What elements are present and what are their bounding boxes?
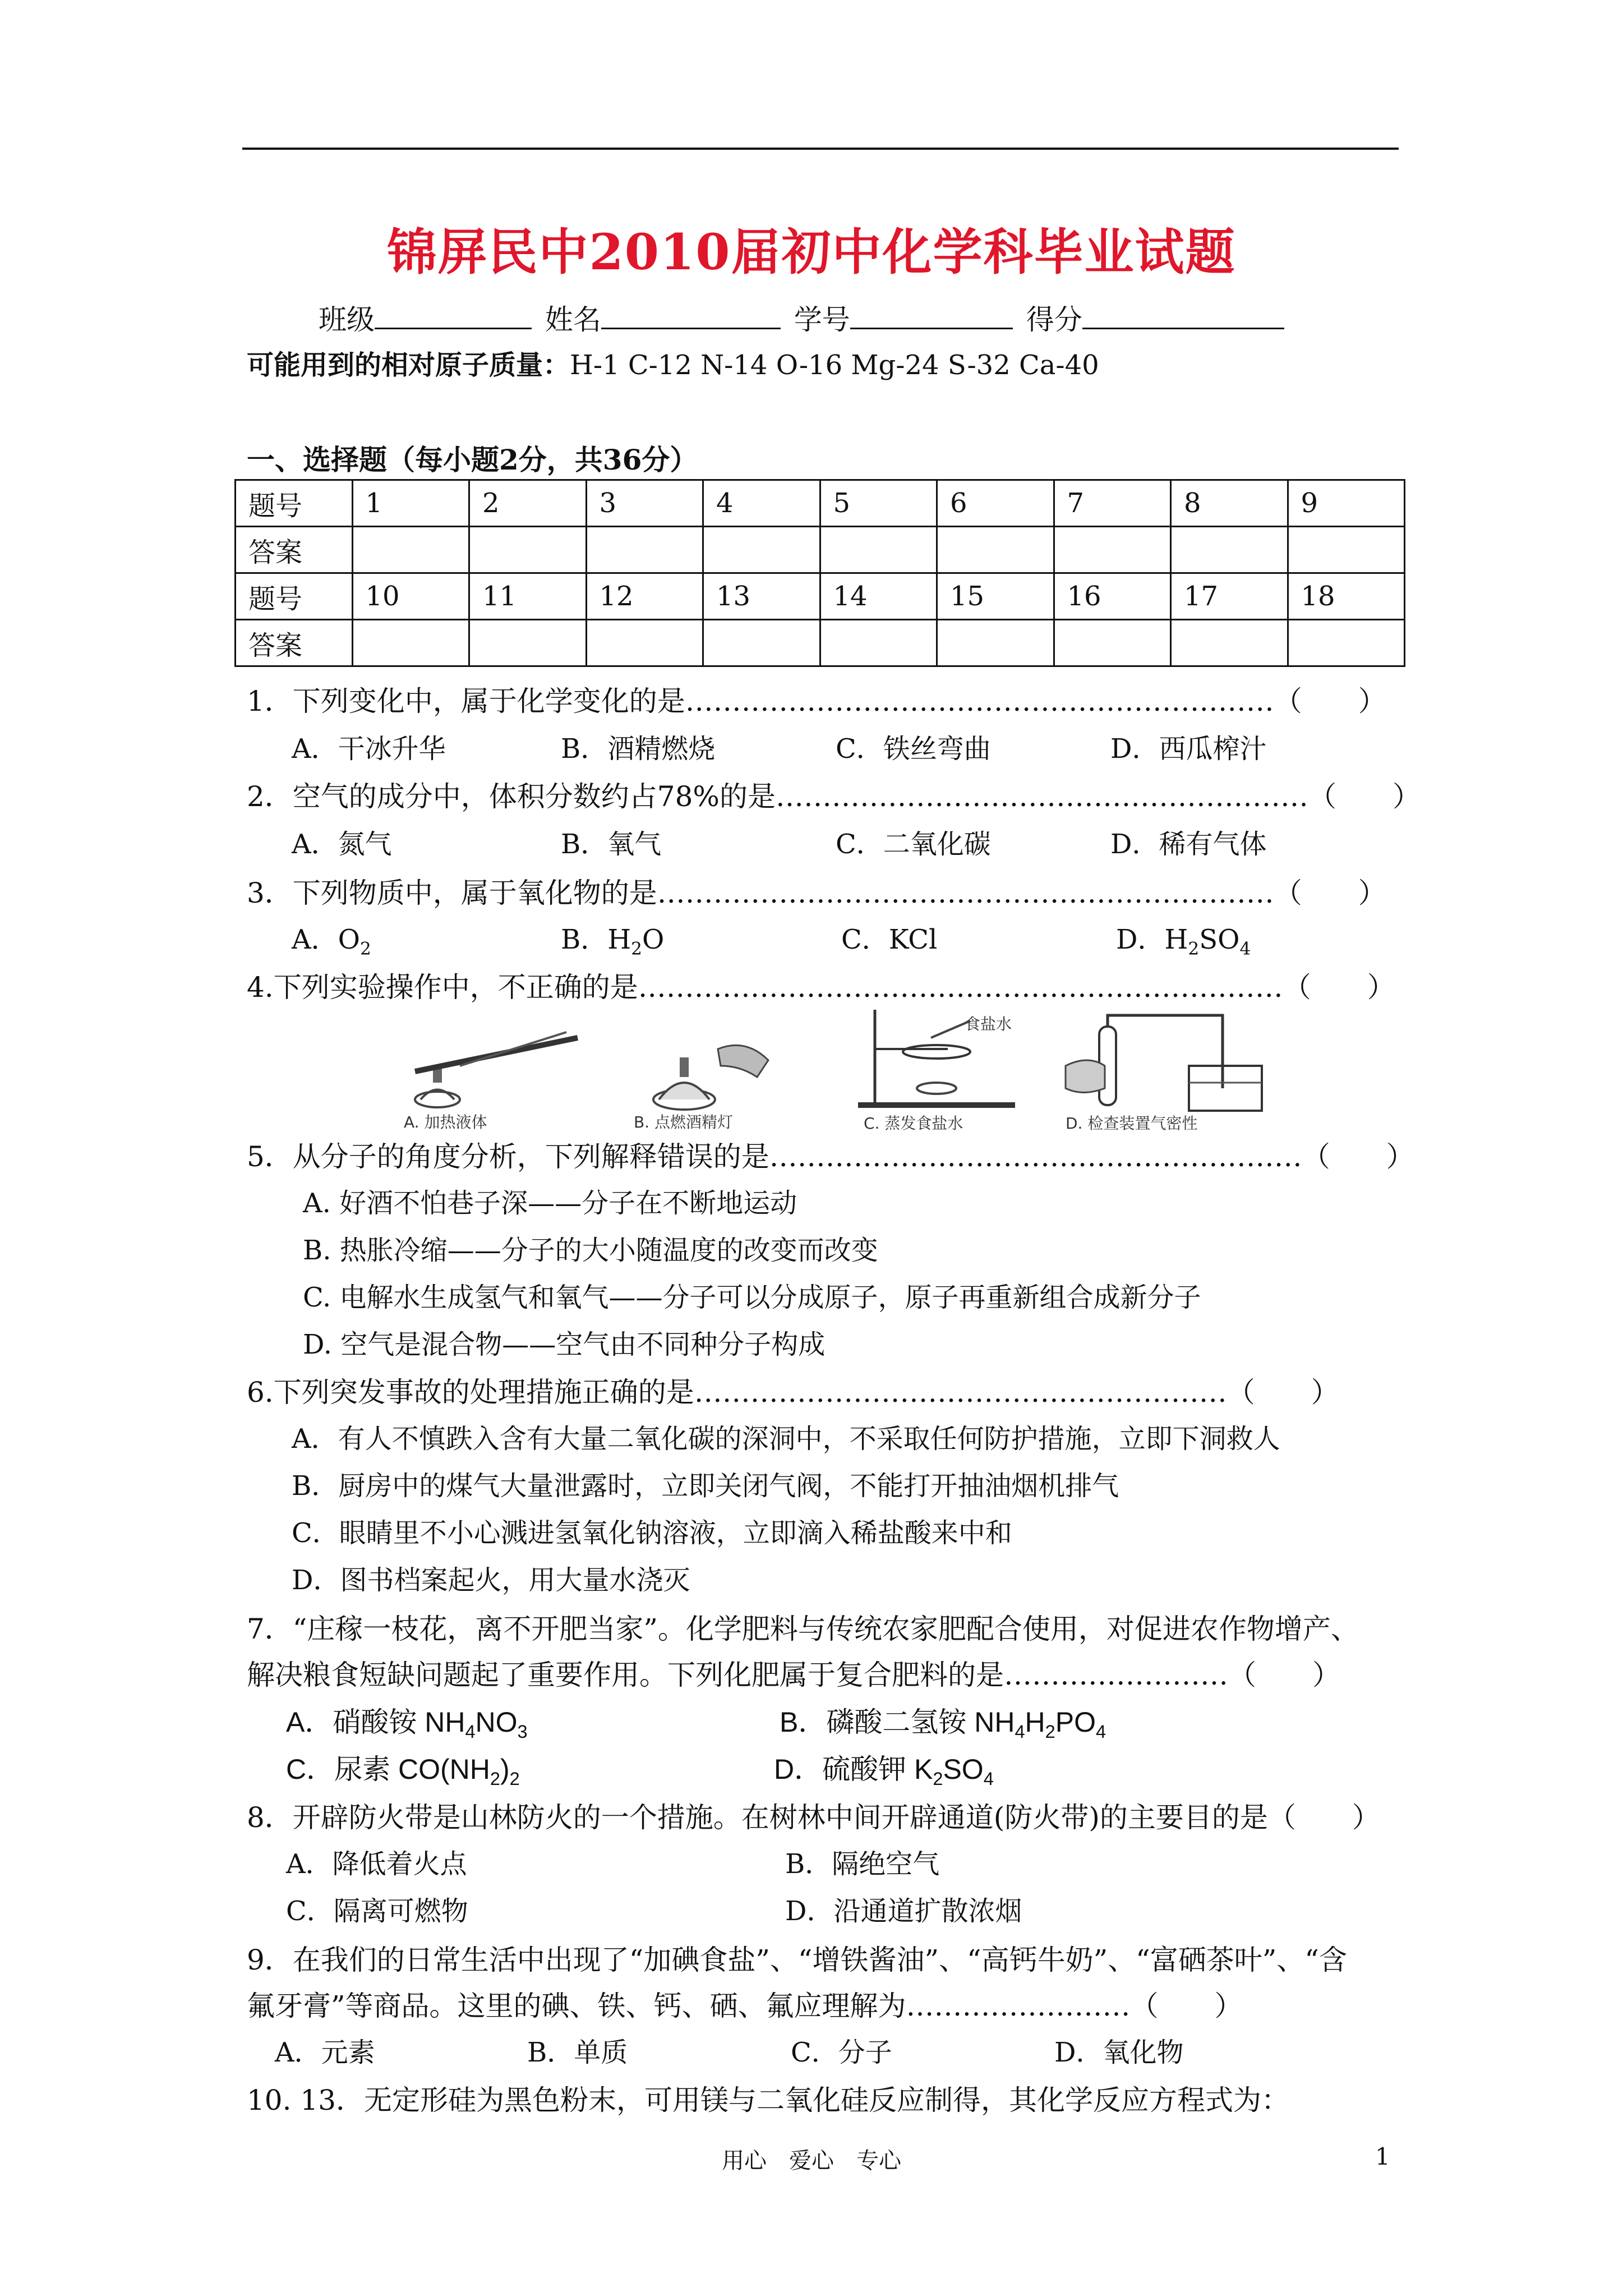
page-number: 1	[1375, 2143, 1390, 2170]
q9-option-b: B．单质	[527, 2037, 628, 2068]
q7-option-b: B．磷酸二氢铵 $NH_4H_2PO_4$	[780, 1706, 1106, 1742]
answer-table	[234, 479, 1405, 667]
q2-option-a: A．氮气	[292, 829, 392, 860]
q8-option-b: B．隔绝空气	[785, 1848, 940, 1880]
question-4: 4.下列实验操作中，不正确的是……………………………………………………………（ ）	[247, 971, 1395, 1004]
answer-cell[interactable]	[1054, 527, 1171, 573]
q3-option-b: B．$H_2O$	[561, 924, 665, 959]
number-blank	[850, 303, 1013, 329]
answer-cell[interactable]	[703, 527, 820, 573]
table-cell: 9	[1288, 480, 1405, 527]
q8-option-d: D．沿通道扩散浓烟	[785, 1895, 1022, 1927]
answer-cell[interactable]	[586, 620, 703, 666]
atomic-masses-values: H-1 C-12 N-14 O-16 Mg-24 S-32 Ca-40	[570, 349, 1099, 381]
table-cell: 12	[586, 573, 703, 620]
q9-option-d: D．氧化物	[1054, 2037, 1184, 2068]
q2-option-c: C．二氧化碳	[836, 829, 991, 860]
q9-option-c: C．分子	[791, 2037, 892, 2068]
answer-cell[interactable]	[1054, 620, 1171, 666]
question-1: 1．下列变化中，属于化学变化的是………………………………………………………（ ）	[247, 685, 1386, 717]
caption-c: C. 蒸发食盐水	[864, 1114, 963, 1133]
table-row	[236, 527, 1405, 573]
answer-cell[interactable]	[469, 527, 587, 573]
table-cell: 10	[352, 573, 469, 620]
answer-cell[interactable]	[820, 620, 937, 666]
name-label: 姓名	[545, 303, 601, 336]
caption-d: D. 检查装置气密性	[1066, 1114, 1198, 1133]
q5-option-a: A. 好酒不怕巷子深——分子在不断地运动	[303, 1188, 797, 1219]
q8-option-c: C．隔离可燃物	[286, 1895, 468, 1927]
q7-option-c: C．尿素 $CO(NH_2)_2$	[286, 1754, 520, 1789]
question-2: 2．空气的成分中，体积分数约占78%的是…………………………………………………（ ）	[247, 780, 1421, 813]
table-cell: 7	[1054, 480, 1171, 527]
answer-cell[interactable]	[586, 527, 703, 573]
q2-option-b: B．氧气	[561, 829, 662, 860]
row-label: 题号	[236, 480, 353, 527]
q6-option-d: D．图书档案起火，用大量水浇灭	[292, 1565, 690, 1596]
number-label: 学号	[794, 303, 850, 336]
page-title: 锦屏民中2010届初中化学科毕业试题	[387, 223, 1236, 281]
q1-option-a: A．干冰升华	[292, 733, 446, 765]
table-cell: 11	[469, 573, 587, 620]
figure-airtightness	[1054, 1004, 1290, 1133]
atomic-masses	[247, 343, 1099, 382]
q1-option-d: D．西瓜榨汁	[1110, 733, 1267, 765]
answer-cell[interactable]	[937, 620, 1054, 666]
q7-option-a: A．硝酸铵 $NH_4NO_3$	[286, 1706, 528, 1742]
student-info-line	[319, 297, 1289, 338]
question-5: 5．从分子的角度分析，下列解释错误的是…………………………………………………（ ）	[247, 1140, 1414, 1173]
question-8: 8．开辟防火带是山林防火的一个措施。在树林中间开辟通道(防火带)的主要目的是（ ）	[247, 1801, 1380, 1834]
q6-option-b: B．厨房中的煤气大量泄露时，立即关闭气阀，不能打开抽油烟机排气	[292, 1470, 1119, 1502]
class-blank	[375, 303, 532, 329]
answer-cell[interactable]	[1171, 620, 1288, 666]
q6-option-c: C．眼睛里不小心溅进氢氧化钠溶液，立即滴入稀盐酸来中和	[292, 1517, 1012, 1549]
caption-b: B. 点燃酒精灯	[634, 1113, 734, 1131]
class-label: 班级	[319, 303, 375, 336]
name-blank	[601, 303, 781, 329]
q5-option-c: C. 电解水生成氢气和氧气——分子可以分成原子，原子再重新组合成新分子	[303, 1282, 1201, 1313]
table-cell: 1	[352, 480, 469, 527]
table-cell: 3	[586, 480, 703, 527]
question-7-line-2: 解决粮食短缺问题起了重要作用。下列化肥属于复合肥料的是……………………（ ）	[247, 1659, 1340, 1691]
q2-option-d: D．稀有气体	[1110, 829, 1267, 860]
q8-option-a: A．降低着火点	[286, 1848, 467, 1880]
answer-cell[interactable]	[352, 620, 469, 666]
answer-cell[interactable]	[820, 527, 937, 573]
row-label: 答案	[236, 527, 353, 573]
question-7-line-1: 7．“庄稼一枝花，离不开肥当家”。化学肥料与传统农家肥配合使用，对促进农作物增产、	[247, 1613, 1359, 1645]
table-row	[236, 573, 1405, 620]
q1-option-c: C．铁丝弯曲	[836, 733, 991, 765]
row-label: 题号	[236, 573, 353, 620]
table-cell: 14	[820, 573, 937, 620]
label-salt-water: 食盐水	[965, 1015, 1012, 1033]
question-6: 6.下列突发事故的处理措施正确的是…………………………………………………（ ）	[247, 1376, 1339, 1409]
question-3: 3．下列物质中，属于氧化物的是…………………………………………………………（ ）	[247, 877, 1386, 909]
table-cell: 18	[1288, 573, 1405, 620]
q3-option-c: C．KCl	[841, 924, 938, 955]
table-cell: 13	[703, 573, 820, 620]
q5-option-d: D. 空气是混合物——空气由不同种分子构成	[303, 1329, 826, 1360]
table-row	[236, 480, 1405, 527]
table-row	[236, 620, 1405, 666]
q3-option-d: D．$H_2SO_4$	[1116, 924, 1251, 959]
answer-cell[interactable]	[469, 620, 587, 666]
section-heading: 一、选择题（每小题2分，共36分）	[247, 443, 698, 476]
figure-heating-liquid	[393, 1027, 594, 1133]
answer-cell[interactable]	[937, 527, 1054, 573]
header-rule	[242, 148, 1399, 150]
q3-option-a: A．$O_2$	[292, 924, 371, 959]
score-label: 得分	[1026, 303, 1082, 336]
figure-evaporation	[841, 1004, 1054, 1133]
table-cell: 6	[937, 480, 1054, 527]
score-blank	[1082, 303, 1284, 329]
q7-option-d: D．硫酸钾 $K_2SO_4$	[774, 1754, 994, 1789]
table-cell: 17	[1171, 573, 1288, 620]
question-9-line-2: 氟牙膏”等商品。这里的碘、铁、钙、硒、氟应理解为……………………（ ）	[247, 1990, 1243, 2022]
table-cell: 4	[703, 480, 820, 527]
answer-cell[interactable]	[1288, 527, 1405, 573]
table-cell: 2	[469, 480, 587, 527]
answer-cell[interactable]	[1288, 620, 1405, 666]
page-footer: 用心 爱心 专心	[722, 2148, 901, 2174]
answer-cell[interactable]	[1171, 527, 1288, 573]
table-cell: 5	[820, 480, 937, 527]
question-9-line-1: 9．在我们的日常生活中出现了“加碘食盐”、“增铁酱油”、“高钙牛奶”、“富硒茶叶”、“含	[247, 1944, 1347, 1976]
figure-lighting-lamp	[628, 1027, 796, 1133]
q5-option-b: B. 热胀冷缩——分子的大小随温度的改变而改变	[303, 1235, 878, 1266]
q6-option-a: A．有人不慎跌入含有大量二氧化碳的深洞中，不采取任何防护措施，立即下洞救人	[292, 1423, 1280, 1455]
table-cell: 8	[1171, 480, 1288, 527]
table-cell: 16	[1054, 573, 1171, 620]
caption-a: A. 加热液体	[404, 1113, 487, 1131]
atomic-masses-label: 可能用到的相对原子质量：	[247, 349, 570, 381]
table-cell: 15	[937, 573, 1054, 620]
answer-cell[interactable]	[352, 527, 469, 573]
q1-option-b: B．酒精燃烧	[561, 733, 716, 765]
answer-cell[interactable]	[703, 620, 820, 666]
question-10: 10. 13．无定形硅为黑色粉末，可用镁与二氧化硅反应制得，其化学反应方程式为：	[247, 2084, 1290, 2116]
q9-option-a: A．元素	[275, 2037, 375, 2068]
row-label: 答案	[236, 620, 353, 666]
